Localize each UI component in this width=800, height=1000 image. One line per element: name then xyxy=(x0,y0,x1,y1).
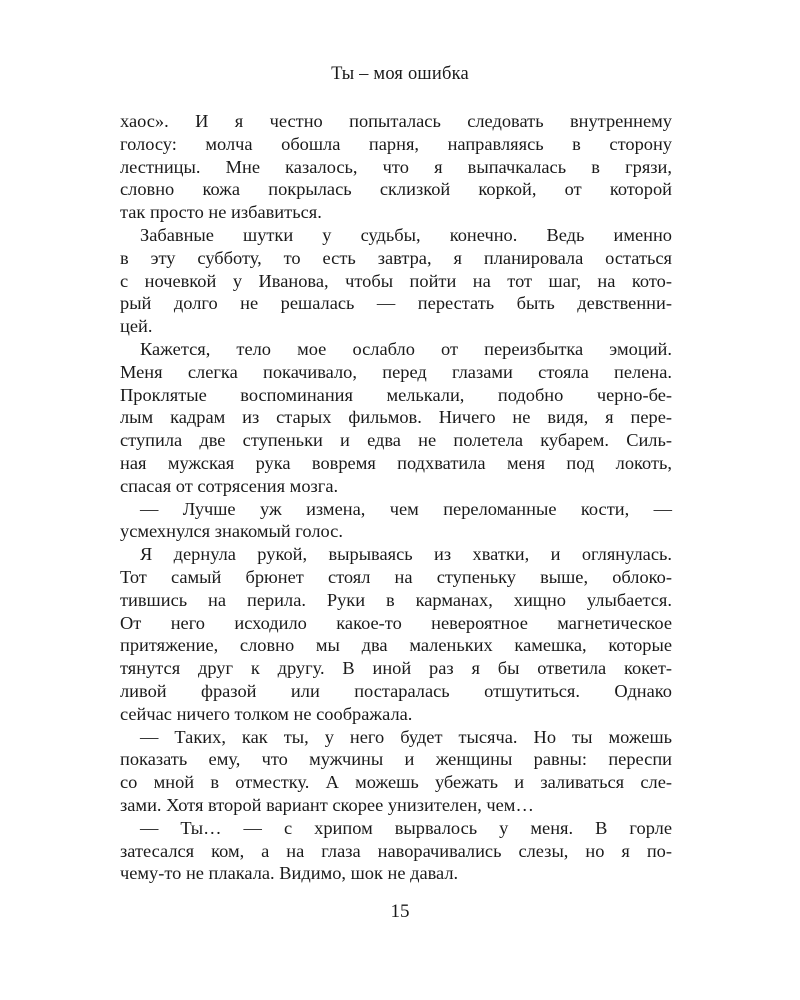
text-line: зами. Хотя второй вариант скорее унизителен, чем… xyxy=(120,794,534,815)
text-line: так просто не избавиться. xyxy=(120,202,322,223)
text-line: показать ему, что мужчины и женщины равны: переспи xyxy=(120,749,672,770)
text-line: Тот самый брюнет стоял на ступеньку выше, облоко- xyxy=(120,566,672,587)
text-line: рый долго не решалась — перестать быть девственни- xyxy=(120,293,672,314)
text-line: сейчас ничего толком не соображала. xyxy=(120,703,413,724)
text-line: словно кожа покрылась склизкой коркой, от которой xyxy=(120,179,672,200)
text-line: — Ты… — с хрипом вырвалось у меня. В горле xyxy=(140,817,672,838)
text-line: Я дернула рукой, вырываясь из хватки, и оглянулась. xyxy=(140,544,672,565)
text-line: От него исходило какое-то невероятное магнетическое xyxy=(120,612,672,633)
text-line: ступила две ступеньки и едва не полетела кубарем. Силь- xyxy=(120,430,672,451)
text-line: в эту субботу, то есть завтра, я планировала остаться xyxy=(120,247,672,268)
page-number: 15 xyxy=(390,901,410,922)
text-line: затесался ком, а на глаза наворачивались слезы, но я по- xyxy=(120,840,672,861)
text-line: голосу: молча обошла парня, направляясь в сторону xyxy=(120,133,672,154)
text-line: Забавные шутки у судьбы, конечно. Ведь именно xyxy=(140,224,672,245)
text-line: ливой фразой или постаралась отшутиться. Однако xyxy=(120,680,672,701)
text-line: цей. xyxy=(120,316,153,337)
text-line: тянутся друг к другу. В иной раз я бы ответила кокет- xyxy=(120,658,672,679)
text-line: лестницы. Мне казалось, что я выпачкалась в грязи, xyxy=(120,156,672,177)
running-head-title: Ты – моя ошибка xyxy=(331,64,469,84)
text-line: притяжение, словно мы два маленьких камешка, которые xyxy=(120,635,672,656)
text-line: чему-то не плакала. Видимо, шок не давал. xyxy=(120,863,459,884)
text-line: Кажется, тело мое ослабло от переизбытка эмоций. xyxy=(140,338,672,359)
text-line: — Таких, как ты, у него будет тысяча. Но ты можешь xyxy=(140,726,672,747)
text-line: ная мужская рука вовремя подхватила меня под локоть, xyxy=(120,452,672,473)
text-line: спасая от сотрясения мозга. xyxy=(120,475,339,496)
text-line: с ночевкой у Иванова, чтобы пойти на тот шаг, на кото- xyxy=(120,270,672,291)
text-line: со мной в отместку. А можешь убежать и заливаться сле- xyxy=(120,772,672,793)
body-text xyxy=(120,110,672,885)
text-line: Проклятые воспоминания мелькали, подобно черно-бе- xyxy=(120,384,672,405)
text-line: — Лучше уж измена, чем переломанные кости, — xyxy=(140,498,672,519)
text-line: усмехнулся знакомый голос. xyxy=(120,521,343,542)
text-line: тившись на перила. Руки в карманах, хищно улыбается. xyxy=(120,589,672,610)
text-line: лым кадрам из старых фильмов. Ничего не видя, я пере- xyxy=(120,407,672,428)
text-line: хаос». И я честно попыталась следовать внутреннему xyxy=(120,111,672,131)
text-line: Меня слегка покачивало, перед глазами стояла пелена. xyxy=(120,361,672,382)
